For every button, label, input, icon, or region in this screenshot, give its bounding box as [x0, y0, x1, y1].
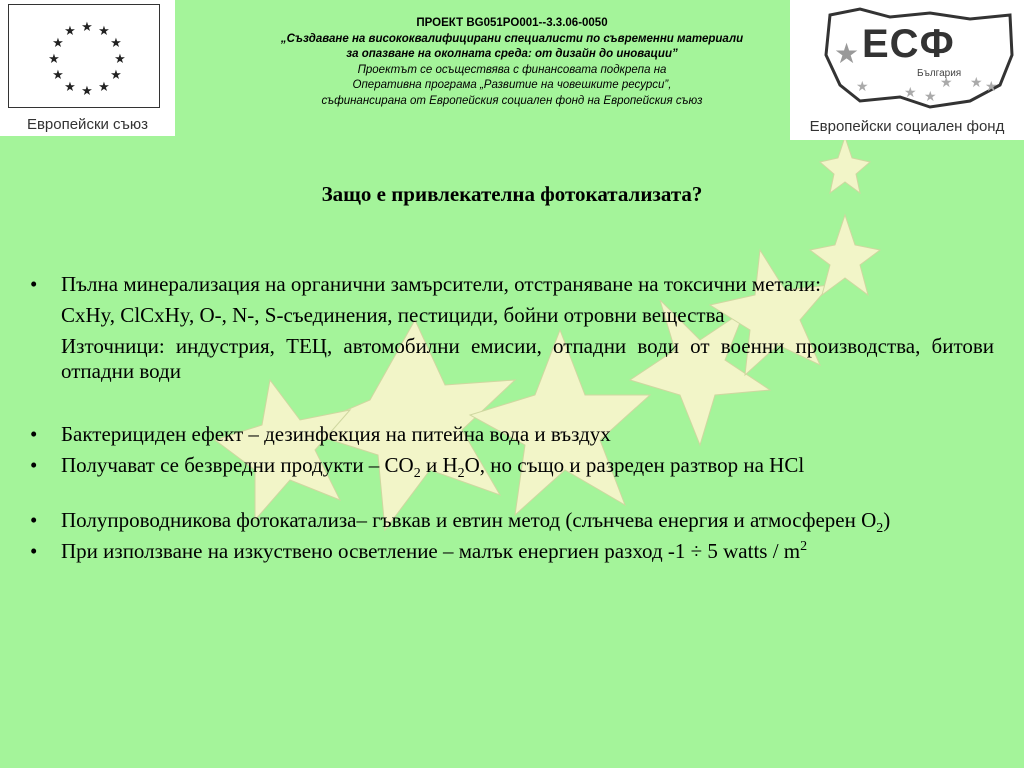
bullet-dot: •	[30, 539, 38, 563]
svg-text:★: ★	[904, 85, 917, 101]
bullet-dot: •	[30, 508, 38, 532]
eu-flag-icon	[8, 4, 160, 108]
bullet-text: При използване на изкуствено осветление – малък енергиен разход -1 ÷ 5 watts / $m^2$	[61, 539, 808, 563]
project-title-line1: „Създаване на висококвалифицирани специалисти по съвременни материали	[280, 32, 744, 45]
sub-paragraph: CxHy, ClCxHy, O-, N-, S-съединения, пестициди, бойни отровни вещества	[61, 303, 725, 327]
bullet-text: Бактерициден ефект – дезинфекция на питейна вода и въздух	[61, 422, 611, 446]
bullet-dot: •	[30, 272, 38, 296]
bullet-dot: •	[30, 453, 38, 477]
esf-logo-caption: Европейски социален фонд	[809, 118, 1005, 135]
svg-text:★: ★	[98, 24, 110, 39]
svg-text:★: ★	[81, 20, 93, 35]
bullet-text: Полупроводникова фотокатализа– гъвкав и евтин метод (слънчева енергия и атмосферен $O_2$)	[61, 508, 891, 537]
svg-text:★: ★	[114, 52, 126, 67]
svg-text:★: ★	[98, 80, 110, 95]
svg-text:★: ★	[970, 75, 983, 91]
esf-mark: ЕСФ	[862, 22, 955, 66]
esf-country: България	[917, 68, 962, 79]
svg-text:★: ★	[110, 68, 122, 83]
slide-content	[30, 272, 994, 564]
sub-paragraph: Източници: индустрия, ТЕЦ, автомобилни емисии, отпадни води от военни производства, битови отпадни води	[61, 334, 994, 383]
svg-text:★: ★	[48, 52, 60, 67]
bullet-item	[30, 508, 994, 537]
bullet-text: Пълна минерализация на органични замърсители, отстраняване на токсични метали:	[61, 272, 821, 296]
project-code: ПРОЕКТ BG051PO001--3.3.06-0050	[416, 17, 608, 29]
bullet-dot: •	[30, 422, 38, 446]
project-title-line2: за опазване на околната среда: от дизайн до иновации”	[346, 48, 678, 60]
svg-text:★: ★	[52, 68, 64, 83]
svg-text:★: ★	[110, 36, 122, 51]
slide-title: Защо е привлекателна фотокатализата?	[321, 182, 703, 206]
funding-line1: Проектът се осъществява с финансовата подкрепа на	[357, 63, 667, 76]
svg-text:★: ★	[834, 37, 860, 70]
eu-logo-caption: Европейски съюз	[26, 116, 149, 133]
svg-text:★: ★	[985, 79, 998, 95]
funding-line3: съфинансирана от Европейския социален фонд на Европейския съюз	[321, 94, 703, 107]
bullet-item	[30, 539, 994, 564]
svg-text:★: ★	[52, 36, 64, 51]
eu-logo	[0, 0, 175, 136]
svg-text:★: ★	[64, 24, 76, 39]
bullet-item	[30, 422, 994, 447]
svg-text:★: ★	[856, 79, 869, 95]
svg-text:★: ★	[64, 80, 76, 95]
bullet-text: Получават се безвредни продукти – $CO_2$ и $H_2O$, но също и разреден разтвор на HCl	[61, 453, 805, 482]
svg-text:★: ★	[81, 84, 93, 99]
svg-text:★: ★	[924, 89, 937, 105]
bullet-item	[30, 272, 994, 297]
funding-line2: Оперативна програма „Развитие на човешките ресурси”,	[352, 79, 672, 91]
bullet-item	[30, 453, 994, 482]
svg-text:★: ★	[940, 75, 953, 91]
project-header	[180, 16, 844, 109]
